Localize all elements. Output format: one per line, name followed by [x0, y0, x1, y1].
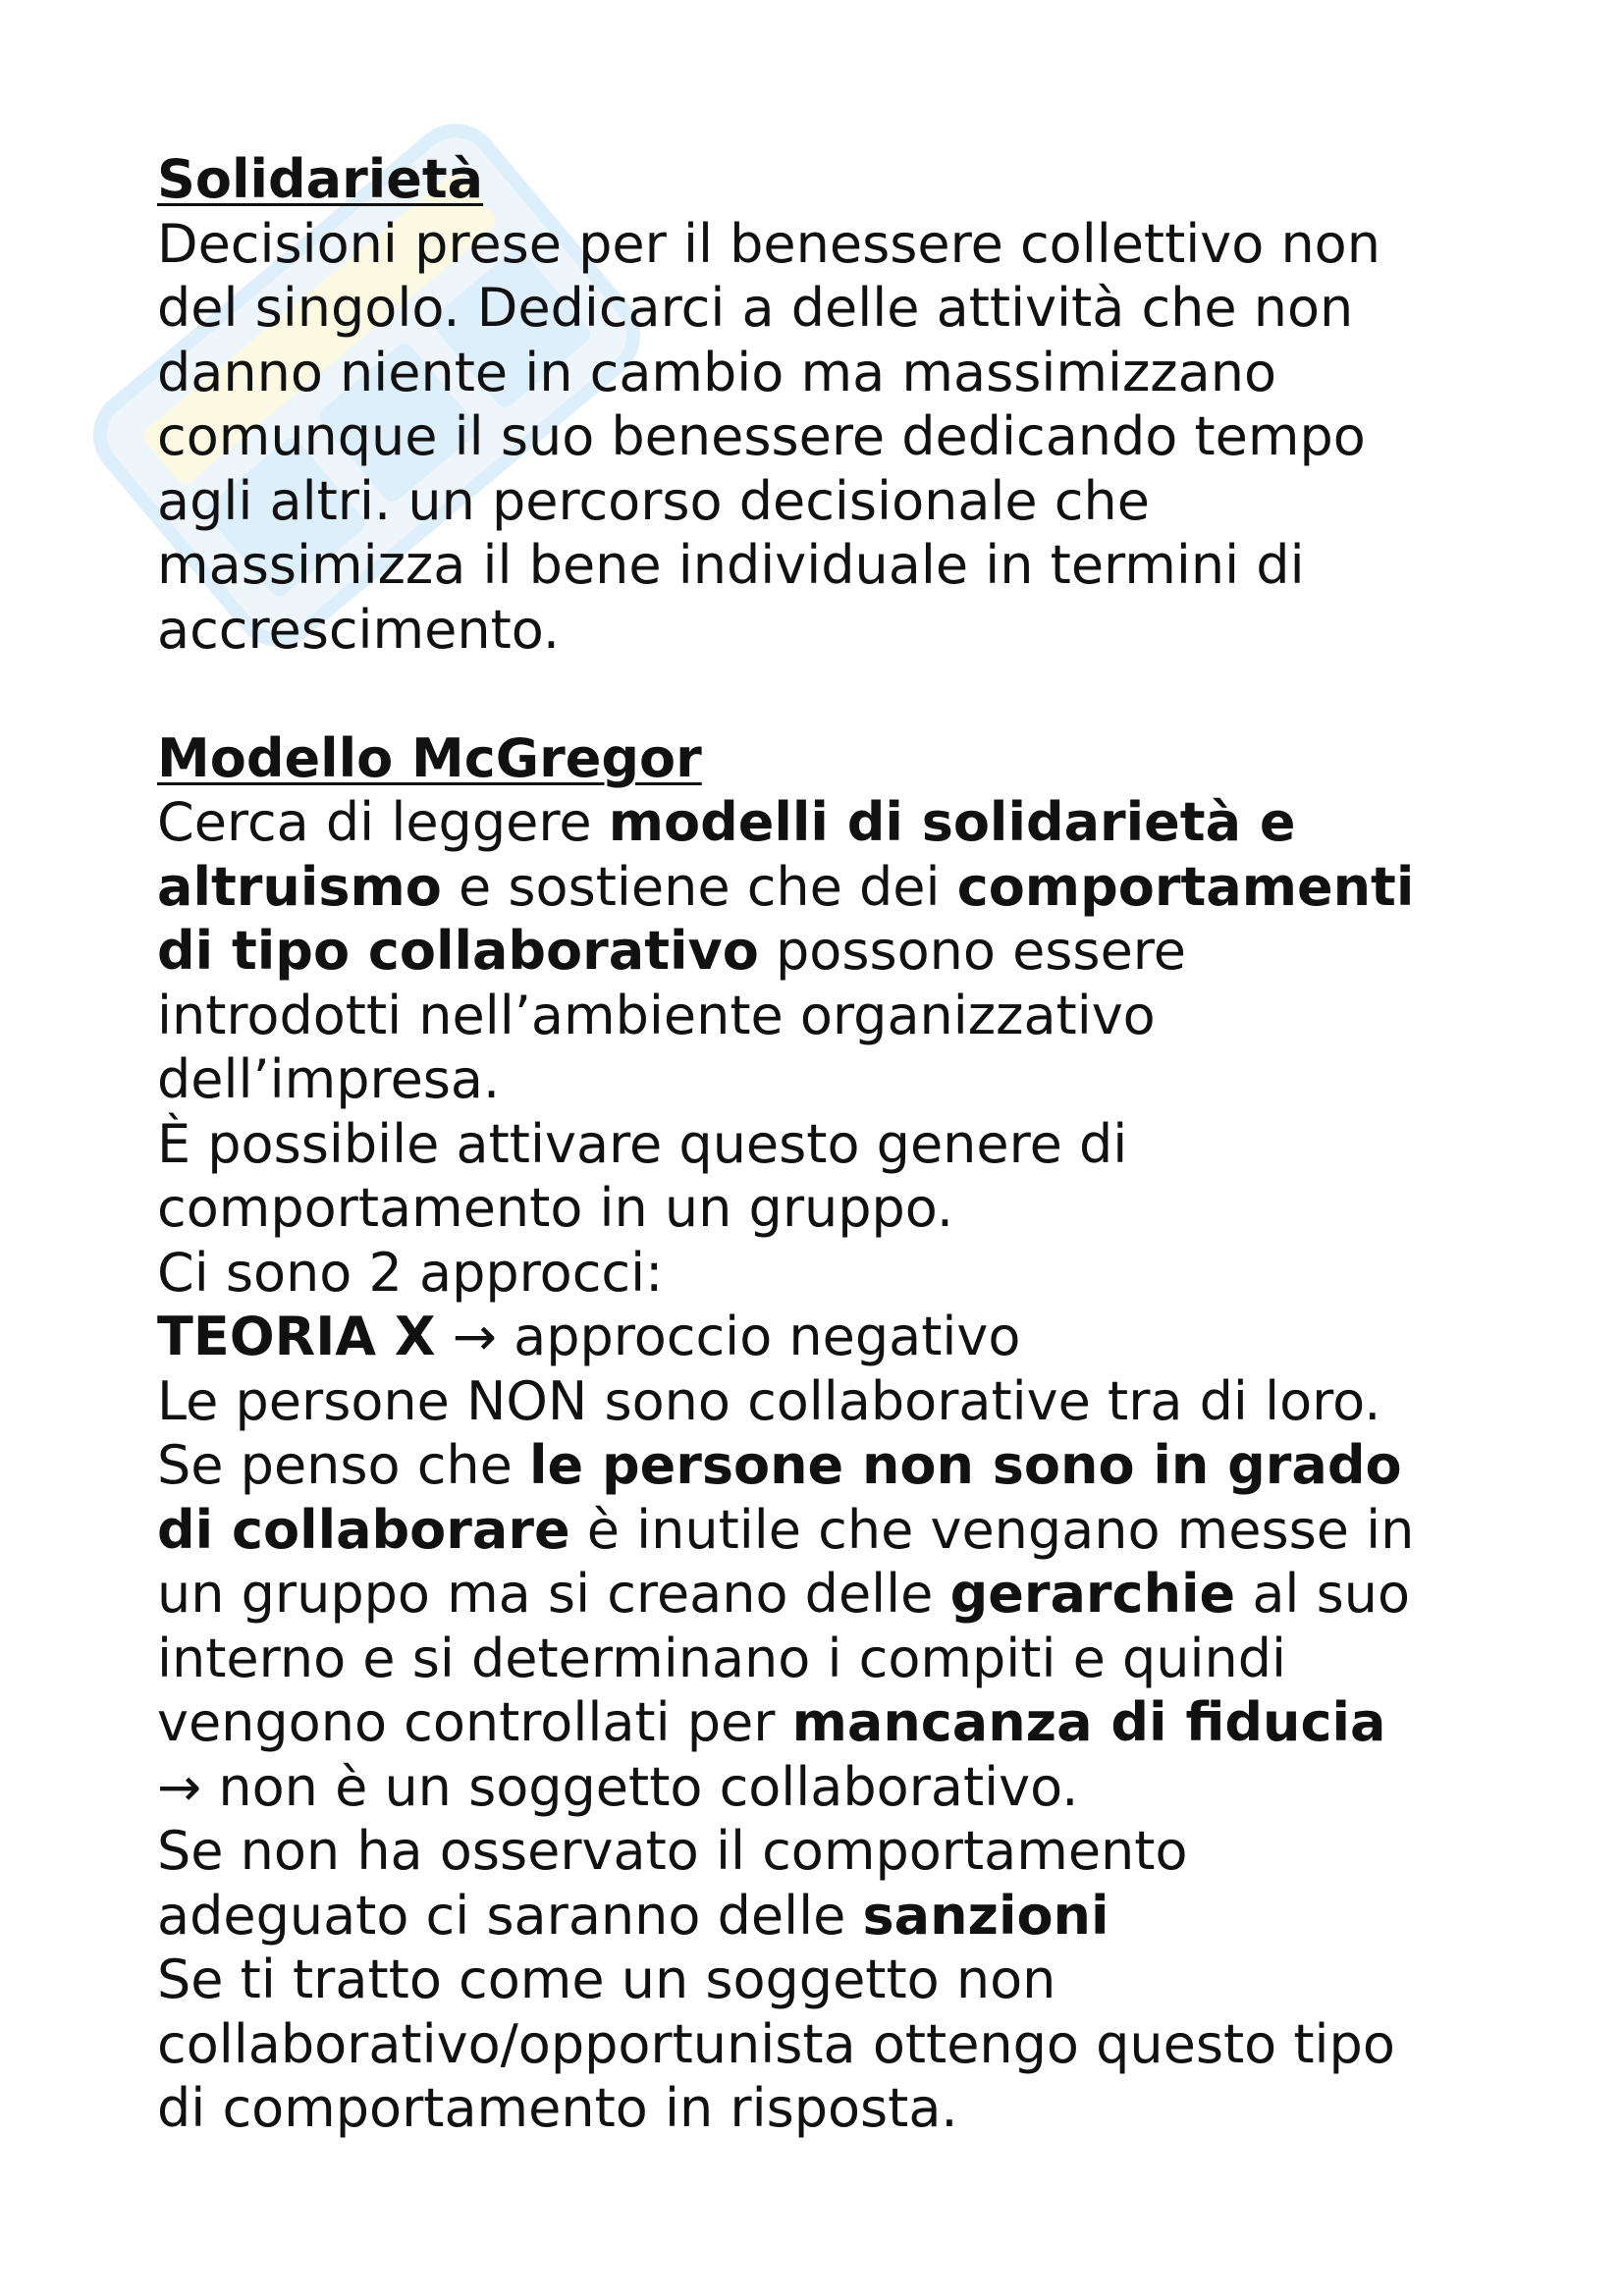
paragraph-line [157, 855, 1532, 920]
paragraph-line: comunque il suo benessere dedicando tempo [157, 405, 1366, 467]
paragraph-line: Se non ha osservato il comportamento [157, 1820, 1188, 1882]
section-heading-solidarieta: Solidarietà [157, 148, 484, 210]
paragraph-line: del singolo. Dedicarci a delle attività che non [157, 277, 1354, 339]
paragraph-line [157, 1562, 1532, 1627]
bold-text-run: altruismo [157, 855, 442, 918]
bold-text-run: gerarchie [949, 1563, 1236, 1625]
text-run: Cerca di leggere [157, 791, 609, 853]
bold-text-run: comportamenti [956, 855, 1415, 918]
text-run: Se penso che [157, 1434, 530, 1496]
paragraph-line [157, 1498, 1532, 1563]
bold-text-run: mancanza di fiducia [791, 1691, 1386, 1753]
paragraph-line: collaborativo/opportunista ottengo questo tipo [157, 2012, 1395, 2075]
paragraph-line [157, 919, 1532, 984]
paragraph-line: comportamento in un gruppo. [157, 1177, 954, 1239]
arrow-right-icon: → [435, 1306, 514, 1367]
document-page [157, 147, 1532, 2141]
section-spacer [157, 662, 1532, 726]
paragraph-line: Ci sono 2 approcci: [157, 1241, 664, 1304]
text-run: è inutile che vengano messe in [569, 1498, 1415, 1561]
text-run: e sostiene che dei [441, 855, 957, 918]
paragraph-line [157, 790, 1532, 855]
paragraph-line: Decisioni prese per il benessere collettivo non [157, 212, 1380, 275]
paragraph-line [157, 1884, 1532, 1949]
paragraph-line: di comportamento in risposta. [157, 2077, 958, 2139]
paragraph-line: accrescimento. [157, 598, 561, 661]
bold-text-run: TEORIA X [157, 1306, 436, 1367]
paragraph-line: dell’impresa. [157, 1048, 501, 1110]
text-run: possono essere [758, 920, 1187, 982]
bold-text-run: modelli di solidarietà e [608, 791, 1296, 853]
paragraph-line: massimizza il bene individuale in termini di [157, 534, 1305, 596]
paragraph-line: Le persone NON sono collaborative tra di loro. [157, 1369, 1381, 1432]
text-run: non è un soggetto collaborativo. [218, 1755, 1079, 1818]
text-run: adeguato ci saranno delle [157, 1884, 863, 1947]
arrow-right-icon: → [157, 1755, 219, 1818]
text-run: approccio negativo [514, 1306, 1021, 1367]
bold-text-run: di collaborare [157, 1498, 570, 1561]
paragraph-line [157, 1690, 1532, 1755]
bold-text-run: di tipo collaborativo [157, 920, 759, 982]
bold-text-run: sanzioni [862, 1884, 1109, 1947]
paragraph-line [157, 1433, 1532, 1498]
paragraph-line: Se ti tratto come un soggetto non [157, 1949, 1056, 2010]
paragraph-line: interno e si determinano i compiti e quindi [157, 1627, 1287, 1689]
paragraph-line: introdotti nell’ambiente organizzativo [157, 984, 1156, 1046]
paragraph-line: agli altri. un percorso decisionale che [157, 469, 1150, 532]
paragraph-line [157, 1755, 1532, 1820]
bold-text-run: le persone non sono in grado [529, 1434, 1402, 1496]
text-run: vengono controllati per [157, 1691, 792, 1753]
text-run: al suo [1235, 1563, 1410, 1625]
paragraph-line: È possibile attivare questo genere di [157, 1112, 1128, 1175]
paragraph-line [157, 1305, 1532, 1369]
section-heading-mcgregor: Modello McGregor [157, 726, 702, 789]
text-run: un gruppo ma si creano delle [157, 1563, 950, 1625]
paragraph-line: danno niente in cambio ma massimizzano [157, 341, 1276, 403]
